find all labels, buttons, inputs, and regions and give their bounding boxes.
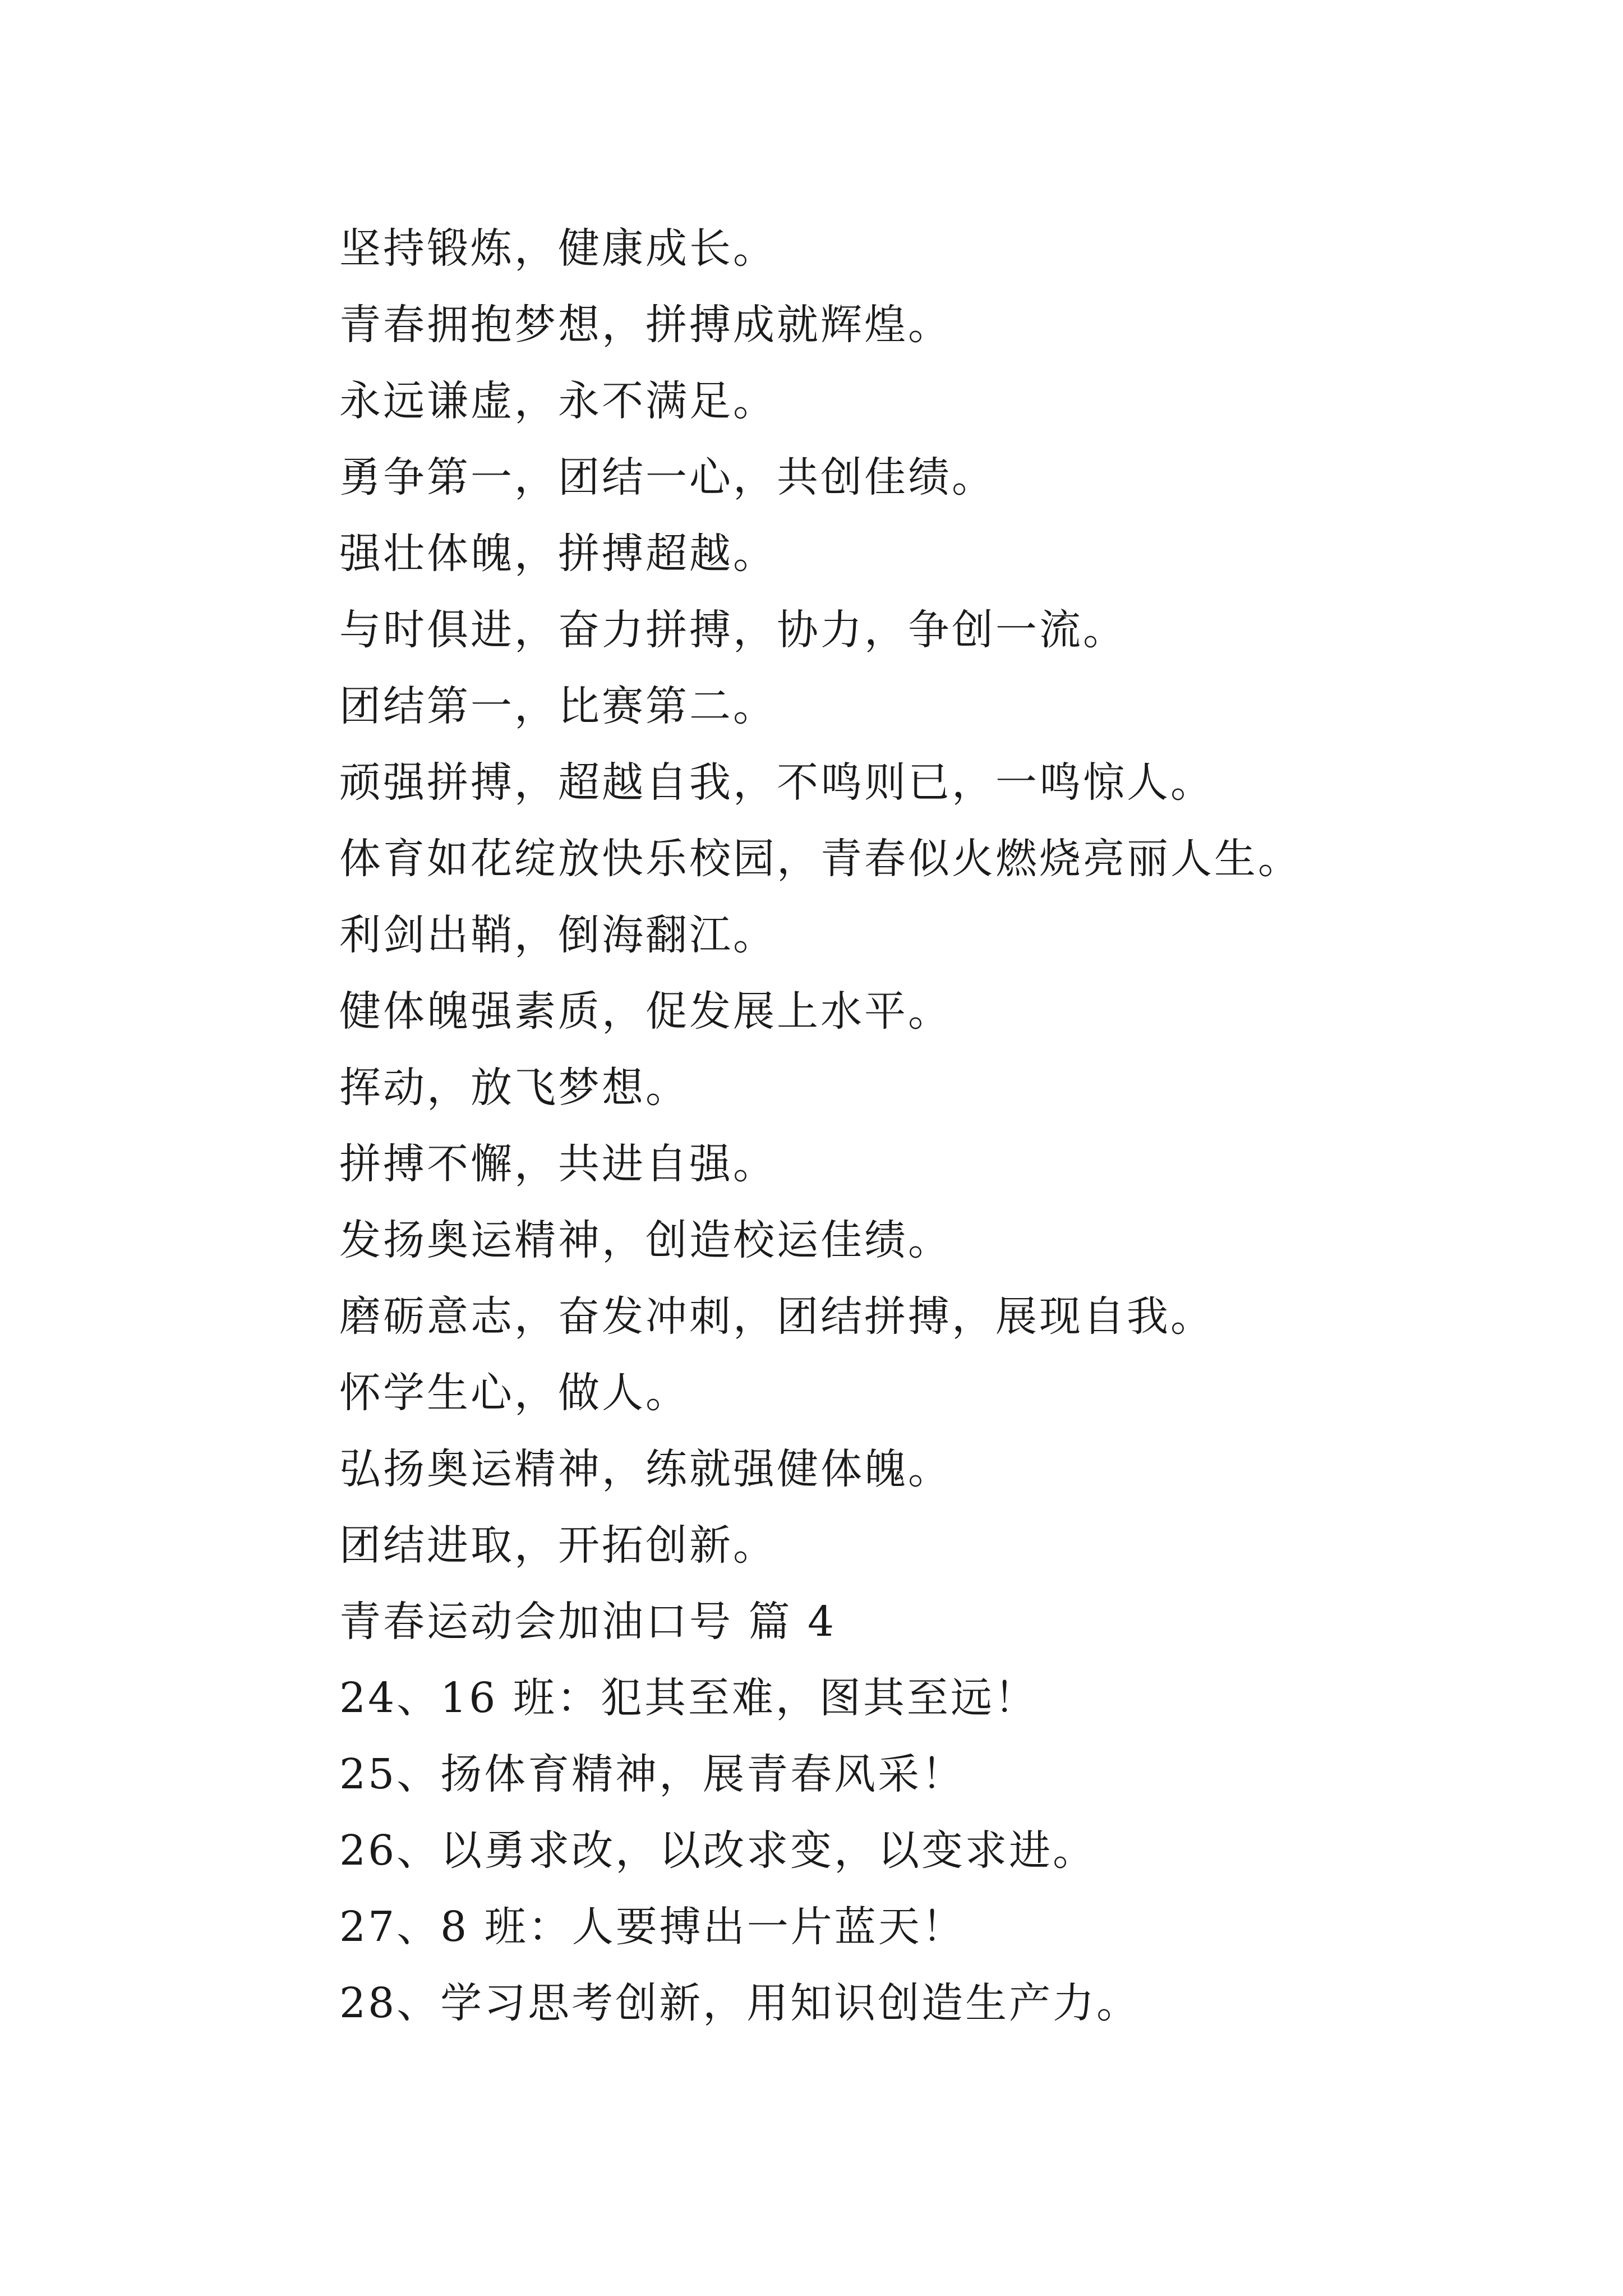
numbered-item: 27、8 班：人要搏出一片蓝天！: [339, 1903, 966, 1951]
text-line: 怀学生心，做人。: [339, 1369, 689, 1417]
text-line: 强壮体魄，拼搏超越。: [339, 530, 777, 578]
text-line: 青春拥抱梦想，拼搏成就辉煌。: [339, 301, 952, 349]
text-line: 健体魄强素质，促发展上水平。: [339, 987, 952, 1036]
text-line: 发扬奥运精神，创造校运佳绩。: [339, 1216, 952, 1264]
text-line: 利剑出鞘，倒海翻江。: [339, 911, 777, 959]
numbered-item: 25、扬体育精神，展青春风采！: [339, 1750, 966, 1798]
text-line: 团结进取，开拓创新。: [339, 1521, 777, 1570]
text-line: 与时俱进，奋力拼搏，协力，争创一流。: [339, 606, 1127, 654]
numbered-item: 26、以勇求改，以改求变，以变求进。: [339, 1826, 1097, 1875]
text-line: 挥动，放飞梦想。: [339, 1064, 689, 1112]
document-body: [339, 210, 1573, 2041]
text-line: 勇争第一，团结一心，共创佳绩。: [339, 453, 995, 501]
text-line: 坚持锻炼，健康成长。: [339, 224, 777, 273]
numbered-item: 28、学习思考创新，用知识创造生产力。: [339, 1979, 1141, 2027]
text-line: 体育如花绽放快乐校园，青春似火燃烧亮丽人生。: [339, 835, 1302, 883]
text-line: 团结第一，比赛第二。: [339, 682, 777, 730]
text-line: 永远谦虚，永不满足。: [339, 377, 777, 425]
section-heading: 青春运动会加油口号 篇 4: [339, 1598, 837, 1646]
text-line: 弘扬奥运精神，练就强健体魄。: [339, 1445, 952, 1493]
text-line: 磨砺意志，奋发冲刺，团结拼搏，展现自我。: [339, 1292, 1214, 1341]
numbered-item: 24、16 班：犯其至难，图其至远！: [339, 1674, 1038, 1722]
text-line: 拼搏不懈，共进自强。: [339, 1140, 777, 1188]
text-line: 顽强拼搏，超越自我，不鸣则已，一鸣惊人。: [339, 758, 1214, 807]
